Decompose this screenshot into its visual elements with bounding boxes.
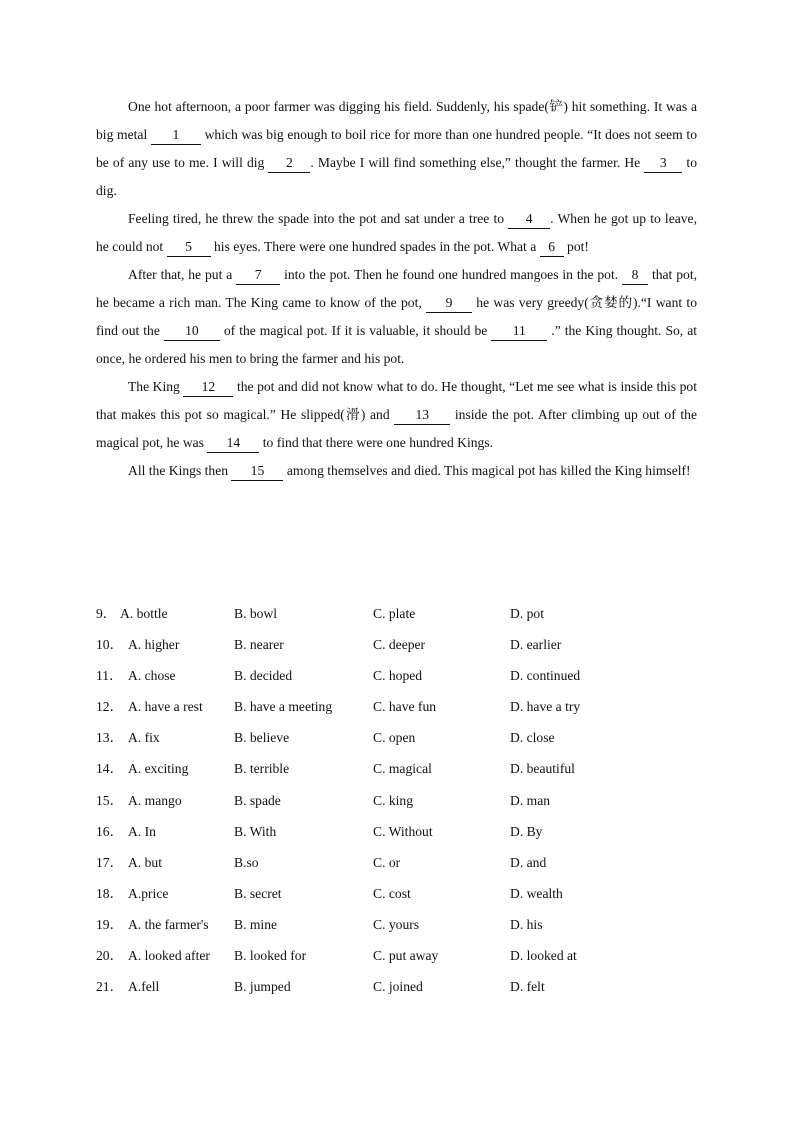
option-a: A. have a rest	[128, 699, 203, 715]
question-row	[96, 943, 716, 974]
option-a: A. chose	[128, 668, 176, 684]
paragraph-text: that pot, he became a rich man. The King came to know of the pot,	[96, 267, 697, 310]
blank-4: 4	[508, 210, 550, 229]
paragraph-text: the pot and did not know what to do. He thought, “Let me see what is inside this pot that makes this pot so magical.” He slipped(滑) and	[96, 379, 697, 422]
blank-1: 1	[151, 126, 201, 145]
option-a: A.price	[128, 885, 169, 901]
paragraph-3	[96, 261, 697, 373]
paragraph-text: . When he got up to leave, he could not	[96, 211, 697, 254]
blank-2: 2	[268, 154, 310, 173]
option-b: B. bowl	[234, 606, 278, 621]
blank-10: 10	[164, 322, 220, 341]
option-d: D. pot	[510, 606, 544, 621]
question-number: 18．	[96, 885, 124, 901]
blank-13: 13	[394, 406, 450, 425]
question-row	[96, 694, 716, 725]
question-number: 17．	[96, 854, 124, 870]
option-b: B. nearer	[234, 637, 284, 653]
option-b: B. spade	[234, 792, 281, 808]
paragraph-text: One hot afternoon, a poor farmer was digging his field. Suddenly, his spade(铲) hit something. It was a big metal	[96, 99, 697, 142]
blank-6: 6	[540, 238, 564, 257]
blank-14: 14	[207, 434, 259, 453]
option-d: D. felt	[510, 979, 545, 995]
option-d: D. continued	[510, 668, 581, 684]
option-a: A. In	[128, 823, 156, 839]
question-row	[96, 912, 716, 943]
question-number: 16．	[96, 823, 124, 839]
option-c: C. yours	[373, 916, 420, 932]
question-row	[96, 632, 716, 663]
option-c: C. plate	[373, 606, 416, 621]
paragraph-text: of the magical pot. If it is valuable, it should be	[219, 323, 492, 338]
option-d: D. beautiful	[510, 761, 575, 777]
blank-5: 5	[167, 238, 211, 257]
option-c: C. open	[373, 730, 416, 746]
option-a: A. looked after	[128, 948, 210, 964]
paragraph-text: into the pot. Then he found one hundred mangoes in the pot.	[280, 267, 623, 282]
option-c: C. joined	[373, 979, 423, 995]
option-b: B. jumped	[234, 979, 291, 995]
option-a: A. but	[128, 854, 162, 870]
option-b: B. mine	[234, 916, 278, 932]
blank-9: 9	[426, 294, 472, 313]
paragraph-text: After that, he put a	[128, 267, 237, 282]
option-d: D. his	[510, 916, 543, 932]
option-c: C. Without	[373, 823, 433, 839]
option-c: C. or	[373, 854, 401, 870]
blank-12: 12	[183, 378, 233, 397]
paragraph-text: . Maybe I will find something else,” thought the farmer. He	[310, 155, 645, 170]
paragraph-text: his eyes. There were one hundred spades in the pot. What a	[210, 239, 540, 254]
option-c: C. magical	[373, 761, 432, 777]
question-number: 14．	[96, 761, 124, 777]
option-d: D. close	[510, 730, 555, 746]
option-d: D. man	[510, 792, 551, 808]
option-c: C. cost	[373, 885, 411, 901]
blank-11: 11	[491, 322, 547, 341]
paragraph-4	[96, 373, 697, 457]
blank-15: 15	[231, 462, 283, 481]
option-a: A. the farmer's	[128, 916, 209, 932]
option-d: D. and	[510, 854, 547, 870]
option-c: C. deeper	[373, 637, 426, 653]
option-b: B. secret	[234, 885, 282, 901]
option-d: D. By	[510, 823, 543, 839]
paragraph-text: pot!	[563, 239, 589, 254]
passage	[96, 93, 697, 485]
paragraph-text: to dig.	[96, 155, 697, 198]
question-number: 13．	[96, 730, 124, 746]
question-row	[96, 850, 716, 881]
question-row	[96, 601, 716, 632]
paragraph-5	[96, 457, 697, 485]
blank-8: 8	[622, 266, 648, 285]
option-c: C. king	[373, 792, 414, 808]
paragraph-text: .” the King thought. So, at once, he ordered his men to bring the farmer and his pot.	[96, 323, 698, 366]
paragraph-text: to find that there were one hundred Kings.	[259, 435, 494, 450]
option-c: C. have fun	[373, 699, 437, 715]
option-b: B. believe	[234, 730, 290, 746]
option-a: A. higher	[128, 637, 180, 653]
paragraph-text: Feeling tired, he threw the spade into the pot and sat under a tree to	[128, 211, 509, 226]
paragraph-text: The King	[128, 379, 184, 394]
question-number: 19．	[96, 916, 124, 932]
option-d: D. wealth	[510, 885, 563, 901]
option-a: A. exciting	[128, 761, 189, 777]
option-d: D. have a try	[510, 699, 581, 715]
option-b: B. looked for	[234, 948, 307, 964]
paragraph-1	[96, 93, 697, 205]
paragraph-2	[96, 205, 697, 261]
option-a: A. mango	[128, 792, 182, 808]
question-number: 20．	[96, 948, 124, 964]
paragraph-text: inside the pot. After climbing up out of the magical pot, he was	[96, 407, 697, 450]
option-c: C. hoped	[373, 668, 423, 684]
paragraph-text: he was very greedy(贪婪的).“I want to find out the	[96, 295, 697, 338]
question-number: 10．	[96, 637, 124, 653]
option-b: B. decided	[234, 668, 293, 684]
option-b: B. With	[234, 823, 277, 839]
blank-7: 7	[236, 266, 280, 285]
question-number: 15．	[96, 792, 124, 808]
option-c: C. put away	[373, 948, 439, 964]
option-d: D. earlier	[510, 637, 562, 653]
option-a: A. fix	[128, 730, 160, 746]
question-number: 11．	[96, 668, 123, 684]
paragraph-text: All the Kings then	[128, 463, 232, 478]
option-a: A.fell	[128, 979, 160, 995]
paragraph-text: among themselves and died. This magical pot has killed the King himself!	[283, 463, 691, 478]
question-row	[96, 788, 716, 819]
question-row	[96, 756, 716, 787]
paragraph-text: which was big enough to boil rice for more than one hundred people. “It does not seem to be of any use to me. I will dig	[96, 127, 697, 170]
question-number: 12．	[96, 699, 124, 715]
option-d: D. looked at	[510, 948, 577, 964]
option-a: A. bottle	[120, 606, 168, 621]
option-b: B. have a meeting	[234, 699, 333, 715]
question-row	[96, 881, 716, 912]
option-b: B. terrible	[234, 761, 290, 777]
question-number: 9．	[96, 606, 117, 621]
blank-3: 3	[644, 154, 682, 173]
question-row	[96, 974, 716, 1005]
question-row	[96, 819, 716, 850]
answer-options	[96, 601, 716, 1005]
question-row	[96, 725, 716, 756]
option-b: B.so	[234, 854, 259, 870]
question-row	[96, 663, 716, 694]
question-number: 21．	[96, 979, 124, 995]
